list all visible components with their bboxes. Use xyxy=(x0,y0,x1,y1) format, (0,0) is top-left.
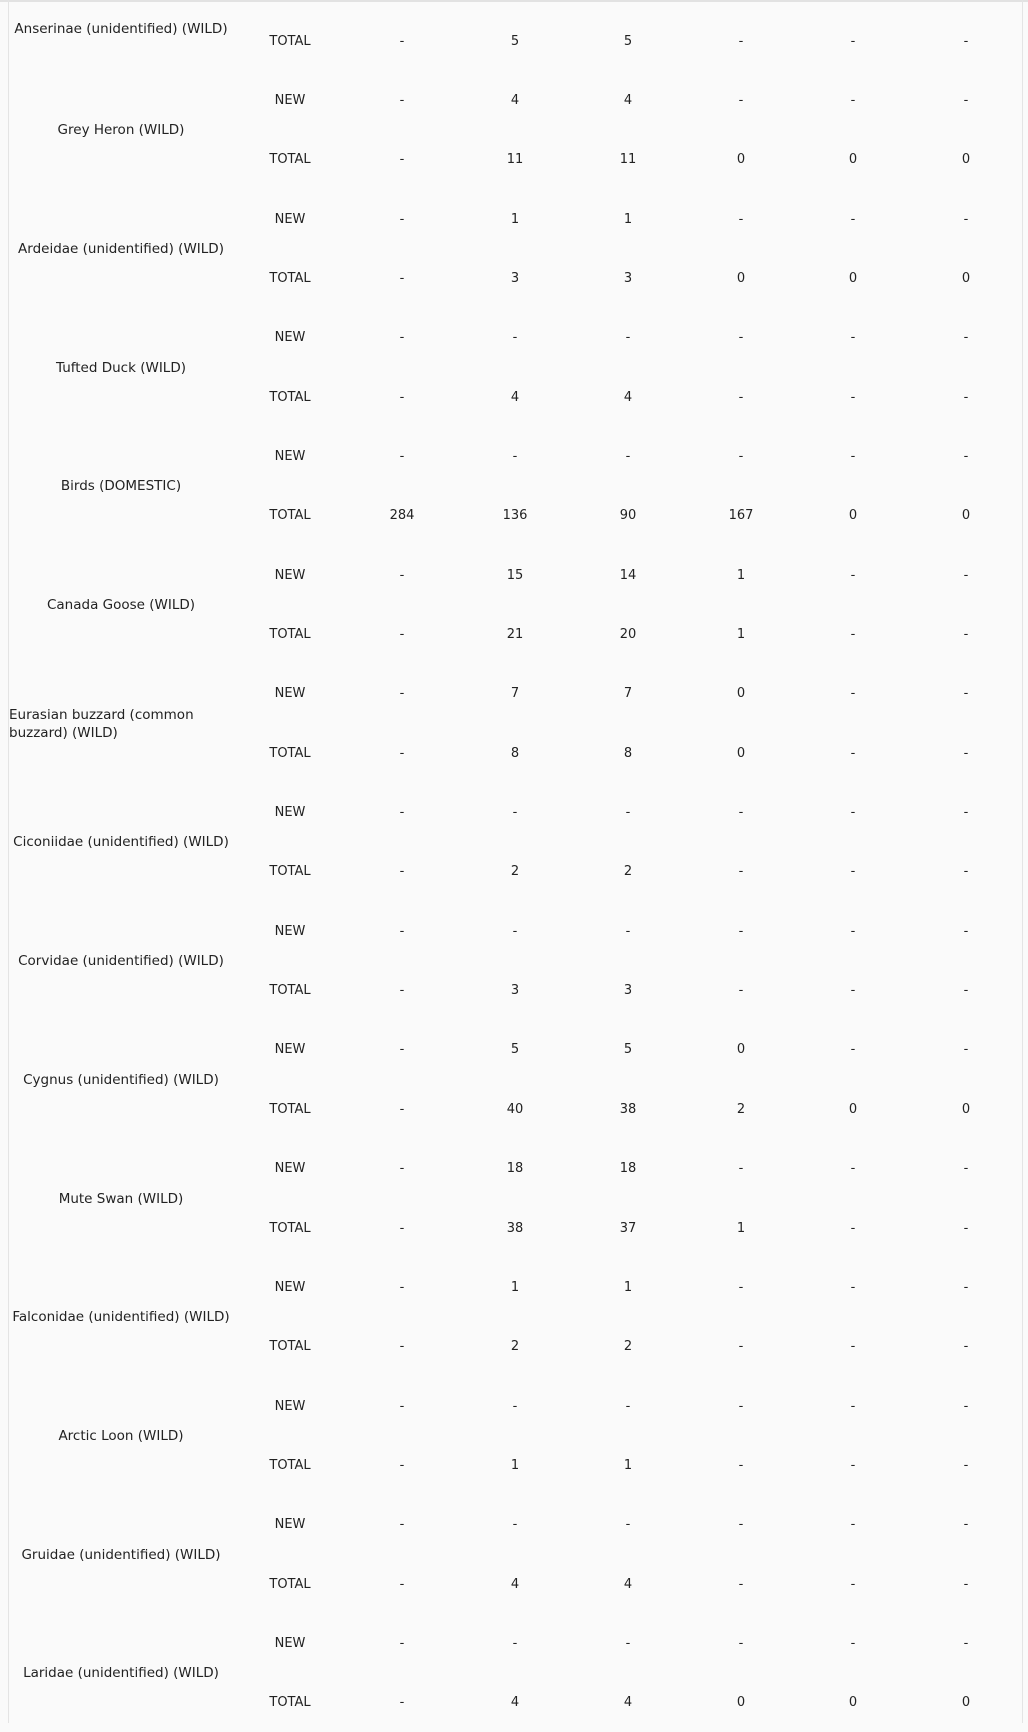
value-cell: - xyxy=(399,1635,405,1651)
row-type-label: NEW xyxy=(274,330,306,346)
value-cell: 1 xyxy=(623,1457,633,1473)
value-cell: - xyxy=(399,33,405,49)
value-cell: - xyxy=(512,1635,518,1651)
value-cell: 4 xyxy=(623,1695,633,1711)
value-cell: - xyxy=(963,567,969,583)
value-cell: - xyxy=(738,864,744,880)
value-cell: - xyxy=(738,1339,744,1355)
value-cell: - xyxy=(850,211,856,227)
value-cell: - xyxy=(399,923,405,939)
value-cell: - xyxy=(738,448,744,464)
value-cell: - xyxy=(850,92,856,108)
value-cell: - xyxy=(399,1101,405,1117)
value-cell: 2 xyxy=(736,1101,746,1117)
value-cell: - xyxy=(399,152,405,168)
value-cell: 40 xyxy=(506,1101,524,1117)
row-type-label: TOTAL xyxy=(269,508,311,524)
value-cell: - xyxy=(850,923,856,939)
value-cell: 4 xyxy=(510,92,520,108)
value-cell: - xyxy=(625,805,631,821)
value-cell: 5 xyxy=(510,33,520,49)
value-cell: - xyxy=(850,33,856,49)
row-type-label: NEW xyxy=(274,92,306,108)
value-cell: - xyxy=(399,211,405,227)
value-cell: - xyxy=(399,627,405,642)
value-cell: - xyxy=(963,983,969,999)
row-type-label: TOTAL xyxy=(269,1576,311,1592)
value-cell: 5 xyxy=(623,33,633,49)
value-cell: - xyxy=(399,1042,405,1058)
row-type-label: TOTAL xyxy=(269,1695,311,1711)
value-cell: 1 xyxy=(510,1279,520,1295)
value-cell: 0 xyxy=(961,1695,971,1711)
row-type-label: NEW xyxy=(274,211,306,227)
value-cell: 14 xyxy=(619,567,637,583)
value-cell: - xyxy=(963,805,969,821)
value-cell: - xyxy=(963,1161,969,1177)
row-type-label: NEW xyxy=(274,567,306,583)
value-cell: - xyxy=(850,864,856,880)
value-cell: - xyxy=(399,389,405,405)
value-cell: 7 xyxy=(623,686,633,702)
value-cell: - xyxy=(399,1220,405,1236)
value-cell: - xyxy=(625,1398,631,1414)
value-cell: 3 xyxy=(623,983,633,999)
value-cell: - xyxy=(850,805,856,821)
value-cell: - xyxy=(850,389,856,405)
value-cell: - xyxy=(963,92,969,108)
value-cell: 1 xyxy=(510,211,520,227)
row-type-label: TOTAL xyxy=(269,389,311,405)
value-cell: 4 xyxy=(510,1695,520,1711)
row-type-label: TOTAL xyxy=(269,270,311,286)
value-cell: 2 xyxy=(510,1339,520,1355)
value-cell: - xyxy=(963,686,969,702)
value-cell: 0 xyxy=(961,152,971,168)
value-cell: 1 xyxy=(510,1457,520,1473)
value-cell: 90 xyxy=(619,508,637,524)
value-cell: 1 xyxy=(623,211,633,227)
value-cell: - xyxy=(850,686,856,702)
value-cell: 0 xyxy=(736,1695,746,1711)
value-cell: - xyxy=(963,923,969,939)
value-cell: 0 xyxy=(736,686,746,702)
species-name: Ardeidae (unidentified) (WILD) xyxy=(18,240,224,257)
value-cell: - xyxy=(963,1042,969,1058)
value-cell: 4 xyxy=(623,1576,633,1592)
value-cell: - xyxy=(850,627,856,642)
row-type-label: TOTAL xyxy=(269,983,311,999)
species-name: Gruidae (unidentified) (WILD) xyxy=(21,1546,221,1563)
value-cell: - xyxy=(963,1279,969,1295)
value-cell: - xyxy=(963,1220,969,1236)
value-cell: 0 xyxy=(736,270,746,286)
value-cell: 11 xyxy=(506,152,524,168)
value-cell: - xyxy=(850,567,856,583)
value-cell: 4 xyxy=(510,1576,520,1592)
value-cell: - xyxy=(963,1339,969,1355)
value-cell: - xyxy=(399,330,405,346)
row-type-label: NEW xyxy=(274,1042,306,1058)
value-cell: - xyxy=(850,1279,856,1295)
value-cell: - xyxy=(399,1457,405,1473)
value-cell: - xyxy=(963,1635,969,1651)
species-name: Falconidae (unidentified) (WILD) xyxy=(12,1309,230,1326)
top-border xyxy=(0,0,1028,2)
value-cell: - xyxy=(963,1517,969,1533)
value-cell: 3 xyxy=(510,983,520,999)
value-cell: - xyxy=(399,864,405,880)
row-type-label: TOTAL xyxy=(269,152,311,168)
value-cell: 0 xyxy=(848,270,858,286)
value-cell: - xyxy=(738,389,744,405)
value-cell: 11 xyxy=(619,152,637,168)
value-cell: - xyxy=(963,864,969,880)
value-cell: - xyxy=(850,1398,856,1414)
value-cell: 38 xyxy=(506,1220,524,1236)
value-cell: - xyxy=(738,211,744,227)
value-cell: 0 xyxy=(736,1042,746,1058)
row-type-label: TOTAL xyxy=(269,1339,311,1355)
row-type-label: NEW xyxy=(274,1517,306,1533)
value-cell: 4 xyxy=(623,92,633,108)
value-cell: - xyxy=(850,1635,856,1651)
value-cell: - xyxy=(738,1635,744,1651)
value-cell: - xyxy=(399,1517,405,1533)
value-cell: - xyxy=(399,805,405,821)
value-cell: 284 xyxy=(389,508,415,524)
value-cell: - xyxy=(512,1517,518,1533)
value-cell: 21 xyxy=(506,627,524,642)
value-cell: - xyxy=(399,1161,405,1177)
value-cell: - xyxy=(625,1635,631,1651)
value-cell: - xyxy=(850,1042,856,1058)
value-cell: - xyxy=(963,745,969,761)
value-cell: - xyxy=(399,686,405,702)
species-name: Birds (DOMESTIC) xyxy=(60,478,182,495)
species-name: Mute Swan (WILD) xyxy=(58,1190,184,1207)
value-cell: 0 xyxy=(961,1101,971,1117)
value-cell: - xyxy=(399,1398,405,1414)
value-cell: 20 xyxy=(619,627,637,642)
value-cell: - xyxy=(738,1576,744,1592)
row-type-label: NEW xyxy=(274,686,306,702)
value-cell: - xyxy=(738,983,744,999)
value-cell: - xyxy=(963,1576,969,1592)
value-cell: 7 xyxy=(510,686,520,702)
value-cell: - xyxy=(399,448,405,464)
value-cell: - xyxy=(963,33,969,49)
species-name: Cygnus (unidentified) (WILD) xyxy=(23,1071,219,1088)
value-cell: - xyxy=(399,92,405,108)
species-name: Arctic Loon (WILD) xyxy=(58,1427,184,1444)
value-cell: 8 xyxy=(623,745,633,761)
value-cell: 2 xyxy=(510,864,520,880)
row-type-label: TOTAL xyxy=(269,1457,311,1473)
value-cell: 1 xyxy=(736,627,746,642)
value-cell: 18 xyxy=(619,1161,637,1177)
row-type-label: TOTAL xyxy=(269,627,311,642)
value-cell: - xyxy=(738,92,744,108)
value-cell: 0 xyxy=(848,508,858,524)
value-cell: - xyxy=(625,448,631,464)
row-type-label: NEW xyxy=(274,448,306,464)
value-cell: - xyxy=(963,1457,969,1473)
value-cell: 2 xyxy=(623,1339,633,1355)
row-type-label: TOTAL xyxy=(269,33,311,49)
value-cell: - xyxy=(738,1279,744,1295)
species-name: Corvidae (unidentified) (WILD) xyxy=(18,953,224,970)
row-type-label: TOTAL xyxy=(269,1101,311,1117)
row-type-label: TOTAL xyxy=(269,1220,311,1236)
value-cell: - xyxy=(738,330,744,346)
value-cell: - xyxy=(512,923,518,939)
value-cell: - xyxy=(850,1576,856,1592)
value-cell: - xyxy=(963,389,969,405)
value-cell: - xyxy=(399,270,405,286)
value-cell: - xyxy=(399,1576,405,1592)
value-cell: 0 xyxy=(961,508,971,524)
value-cell: - xyxy=(738,1457,744,1473)
value-cell: - xyxy=(963,1398,969,1414)
species-name: Eurasian buzzard (common buzzard) (WILD) xyxy=(9,706,194,741)
value-cell: 1 xyxy=(736,1220,746,1236)
value-cell: - xyxy=(850,330,856,346)
species-name: Ciconiidae (unidentified) (WILD) xyxy=(13,834,229,851)
value-cell: 3 xyxy=(510,270,520,286)
row-type-label: NEW xyxy=(274,1398,306,1414)
value-cell: 0 xyxy=(961,270,971,286)
value-cell: 136 xyxy=(502,508,528,524)
value-cell: - xyxy=(963,330,969,346)
value-cell: 5 xyxy=(623,1042,633,1058)
value-cell: - xyxy=(850,1161,856,1177)
value-cell: - xyxy=(963,448,969,464)
value-cell: 4 xyxy=(510,389,520,405)
value-cell: - xyxy=(738,805,744,821)
value-cell: 37 xyxy=(619,1220,637,1236)
value-cell: - xyxy=(963,211,969,227)
value-cell: 0 xyxy=(736,152,746,168)
species-name: Canada Goose (WILD) xyxy=(46,597,196,613)
value-cell: 167 xyxy=(728,508,754,524)
value-cell: - xyxy=(738,33,744,49)
value-cell: - xyxy=(738,1517,744,1533)
value-cell: 18 xyxy=(506,1161,524,1177)
value-cell: - xyxy=(625,923,631,939)
value-cell: - xyxy=(850,1457,856,1473)
value-cell: - xyxy=(512,448,518,464)
value-cell: - xyxy=(512,330,518,346)
value-cell: - xyxy=(399,567,405,583)
value-cell: - xyxy=(738,923,744,939)
value-cell: - xyxy=(512,805,518,821)
value-cell: - xyxy=(850,448,856,464)
value-cell: 3 xyxy=(623,270,633,286)
value-cell: - xyxy=(850,745,856,761)
value-cell: - xyxy=(850,1517,856,1533)
value-cell: 0 xyxy=(848,152,858,168)
value-cell: - xyxy=(399,983,405,999)
value-cell: 15 xyxy=(506,567,524,583)
row-type-label: NEW xyxy=(274,1635,306,1651)
value-cell: 5 xyxy=(510,1042,520,1058)
value-cell: 0 xyxy=(848,1101,858,1117)
species-name: Tufted Duck (WILD) xyxy=(56,359,186,376)
value-cell: - xyxy=(625,1517,631,1533)
value-cell: 1 xyxy=(623,1279,633,1295)
value-cell: 38 xyxy=(619,1101,637,1117)
value-cell: - xyxy=(738,1161,744,1177)
species-name: Laridae (unidentified) (WILD) xyxy=(23,1665,219,1682)
row-type-label: NEW xyxy=(274,923,306,939)
value-cell: - xyxy=(738,1398,744,1414)
value-cell: - xyxy=(399,1695,405,1711)
value-cell: 8 xyxy=(510,745,520,761)
value-cell: - xyxy=(850,1220,856,1236)
value-cell: - xyxy=(963,627,969,642)
row-type-label: NEW xyxy=(274,1161,306,1177)
value-cell: 2 xyxy=(623,864,633,880)
row-type-label: TOTAL xyxy=(269,864,311,880)
value-cell: 0 xyxy=(848,1695,858,1711)
row-type-label: TOTAL xyxy=(269,745,311,761)
value-cell: - xyxy=(512,1398,518,1414)
row-type-label: NEW xyxy=(274,805,306,821)
row-type-label: NEW xyxy=(274,1279,306,1295)
value-cell: 4 xyxy=(623,389,633,405)
value-cell: 1 xyxy=(736,567,746,583)
species-name: Grey Heron (WILD) xyxy=(57,122,185,139)
value-cell: - xyxy=(625,330,631,346)
value-cell: - xyxy=(399,1339,405,1355)
value-cell: - xyxy=(850,1339,856,1355)
value-cell: 0 xyxy=(736,745,746,761)
value-cell: - xyxy=(399,745,405,761)
species-name: Anserinae (unidentified) (WILD) xyxy=(14,21,228,38)
value-cell: - xyxy=(850,983,856,999)
value-cell: - xyxy=(399,1279,405,1295)
